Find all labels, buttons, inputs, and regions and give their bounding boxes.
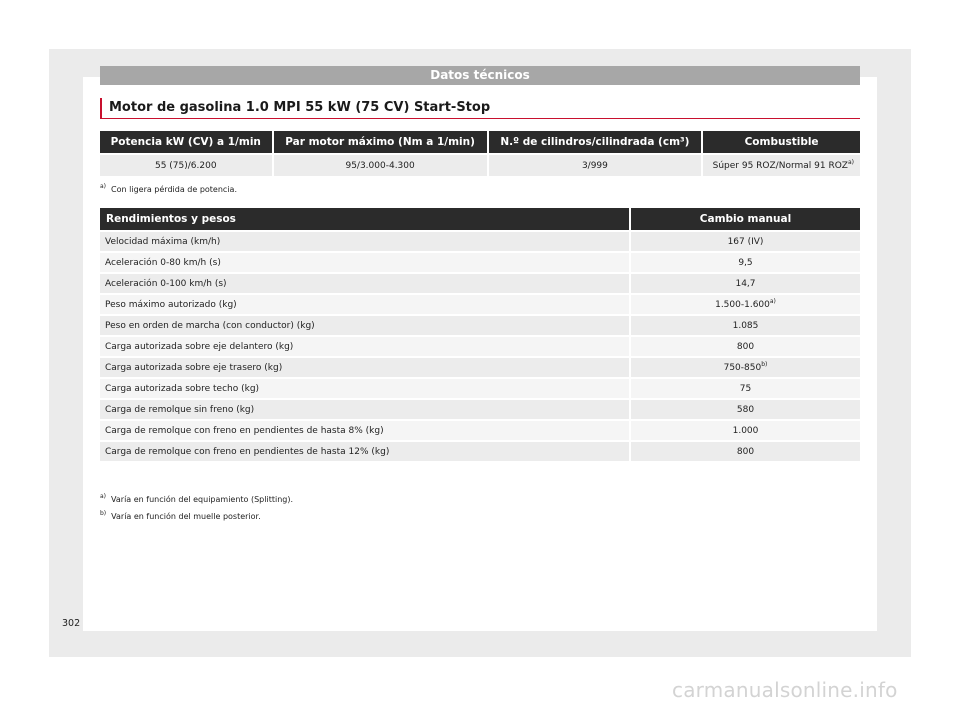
row-label: Aceleración 0-100 km/h (s) bbox=[100, 274, 629, 293]
engine-table-row bbox=[100, 155, 860, 176]
footnote-b-spring bbox=[100, 512, 261, 521]
table-row bbox=[100, 232, 860, 251]
cell-fuel-wrap bbox=[703, 155, 860, 176]
cell-cylinders: 3/999 bbox=[489, 155, 701, 176]
footnote-a-power bbox=[100, 185, 237, 194]
page-heading: Motor de gasolina 1.0 MPI 55 kW (75 CV) Start-Stop bbox=[100, 98, 860, 119]
watermark-text: carmanualsonline.info bbox=[672, 678, 898, 702]
cell-torque: 95/3.000-4.300 bbox=[274, 155, 487, 176]
row-value: 1.500-1.600 bbox=[715, 299, 770, 310]
row-value-cell bbox=[631, 442, 860, 461]
row-value: 1.000 bbox=[732, 425, 759, 436]
performance-table-header bbox=[100, 208, 860, 230]
footnote-ref: a) bbox=[769, 297, 776, 305]
table-row bbox=[100, 316, 860, 335]
header-fuel: Combustible bbox=[703, 131, 860, 153]
row-label: Carga autorizada sobre eje delantero (kg) bbox=[100, 337, 629, 356]
table-row bbox=[100, 358, 860, 377]
footnote-ref: b) bbox=[761, 360, 768, 368]
row-value: 75 bbox=[739, 383, 752, 394]
footnote-text: Varía en función del muelle posterior. bbox=[111, 512, 261, 521]
row-value-cell bbox=[631, 358, 860, 377]
row-value: 1.085 bbox=[732, 320, 759, 331]
row-label: Peso en orden de marcha (con conductor) (kg) bbox=[100, 316, 629, 335]
footnote-text: Con ligera pérdida de potencia. bbox=[111, 185, 237, 194]
footnote-text: Varía en función del equipamiento (Splitting). bbox=[111, 495, 294, 504]
row-value: 14,7 bbox=[735, 278, 756, 289]
row-value-cell bbox=[631, 253, 860, 272]
footnote-mark: b) bbox=[100, 510, 107, 518]
table-row bbox=[100, 379, 860, 398]
footnote-a-equipment bbox=[100, 495, 293, 504]
row-value-cell bbox=[631, 274, 860, 293]
header-manual-gearbox: Cambio manual bbox=[631, 208, 860, 230]
cell-power: 55 (75)/6.200 bbox=[100, 155, 272, 176]
section-title: Datos técnicos bbox=[100, 66, 860, 85]
footnote-mark: a) bbox=[100, 493, 107, 501]
table-row bbox=[100, 274, 860, 293]
row-value-cell bbox=[631, 295, 860, 314]
page-number: 302 bbox=[62, 618, 81, 629]
row-label: Carga de remolque con freno en pendientes de hasta 12% (kg) bbox=[100, 442, 629, 461]
row-value-cell bbox=[631, 379, 860, 398]
row-value-cell bbox=[631, 337, 860, 356]
footnote-mark: a) bbox=[100, 183, 107, 191]
row-label: Carga autorizada sobre techo (kg) bbox=[100, 379, 629, 398]
header-cylinders: N.º de cilindros/cilindrada (cm³) bbox=[489, 131, 701, 153]
table-row bbox=[100, 400, 860, 419]
row-value-cell bbox=[631, 316, 860, 335]
row-value: 580 bbox=[736, 404, 755, 415]
row-value-cell bbox=[631, 400, 860, 419]
row-label: Aceleración 0-80 km/h (s) bbox=[100, 253, 629, 272]
header-power: Potencia kW (CV) a 1/min bbox=[100, 131, 272, 153]
header-torque: Par motor máximo (Nm a 1/min) bbox=[274, 131, 487, 153]
row-label: Peso máximo autorizado (kg) bbox=[100, 295, 629, 314]
row-label: Carga de remolque con freno en pendientes de hasta 8% (kg) bbox=[100, 421, 629, 440]
table-row bbox=[100, 253, 860, 272]
cell-fuel: Súper 95 ROZ/Normal 91 ROZ bbox=[712, 160, 848, 171]
table-row bbox=[100, 295, 860, 314]
row-label: Carga autorizada sobre eje trasero (kg) bbox=[100, 358, 629, 377]
performance-table bbox=[98, 206, 862, 463]
footnote-ref: a) bbox=[847, 158, 854, 166]
row-value: 750-850 bbox=[723, 362, 762, 373]
engine-table bbox=[98, 129, 862, 178]
row-value-cell bbox=[631, 232, 860, 251]
table-row bbox=[100, 442, 860, 461]
engine-table-header bbox=[100, 131, 860, 153]
row-value: 800 bbox=[736, 446, 755, 457]
row-label: Carga de remolque sin freno (kg) bbox=[100, 400, 629, 419]
row-label: Velocidad máxima (km/h) bbox=[100, 232, 629, 251]
table-row bbox=[100, 337, 860, 356]
row-value: 167 (IV) bbox=[727, 236, 764, 247]
row-value: 9,5 bbox=[738, 257, 753, 268]
table-row bbox=[100, 421, 860, 440]
header-performance: Rendimientos y pesos bbox=[100, 208, 629, 230]
row-value-cell bbox=[631, 421, 860, 440]
row-value: 800 bbox=[736, 341, 755, 352]
